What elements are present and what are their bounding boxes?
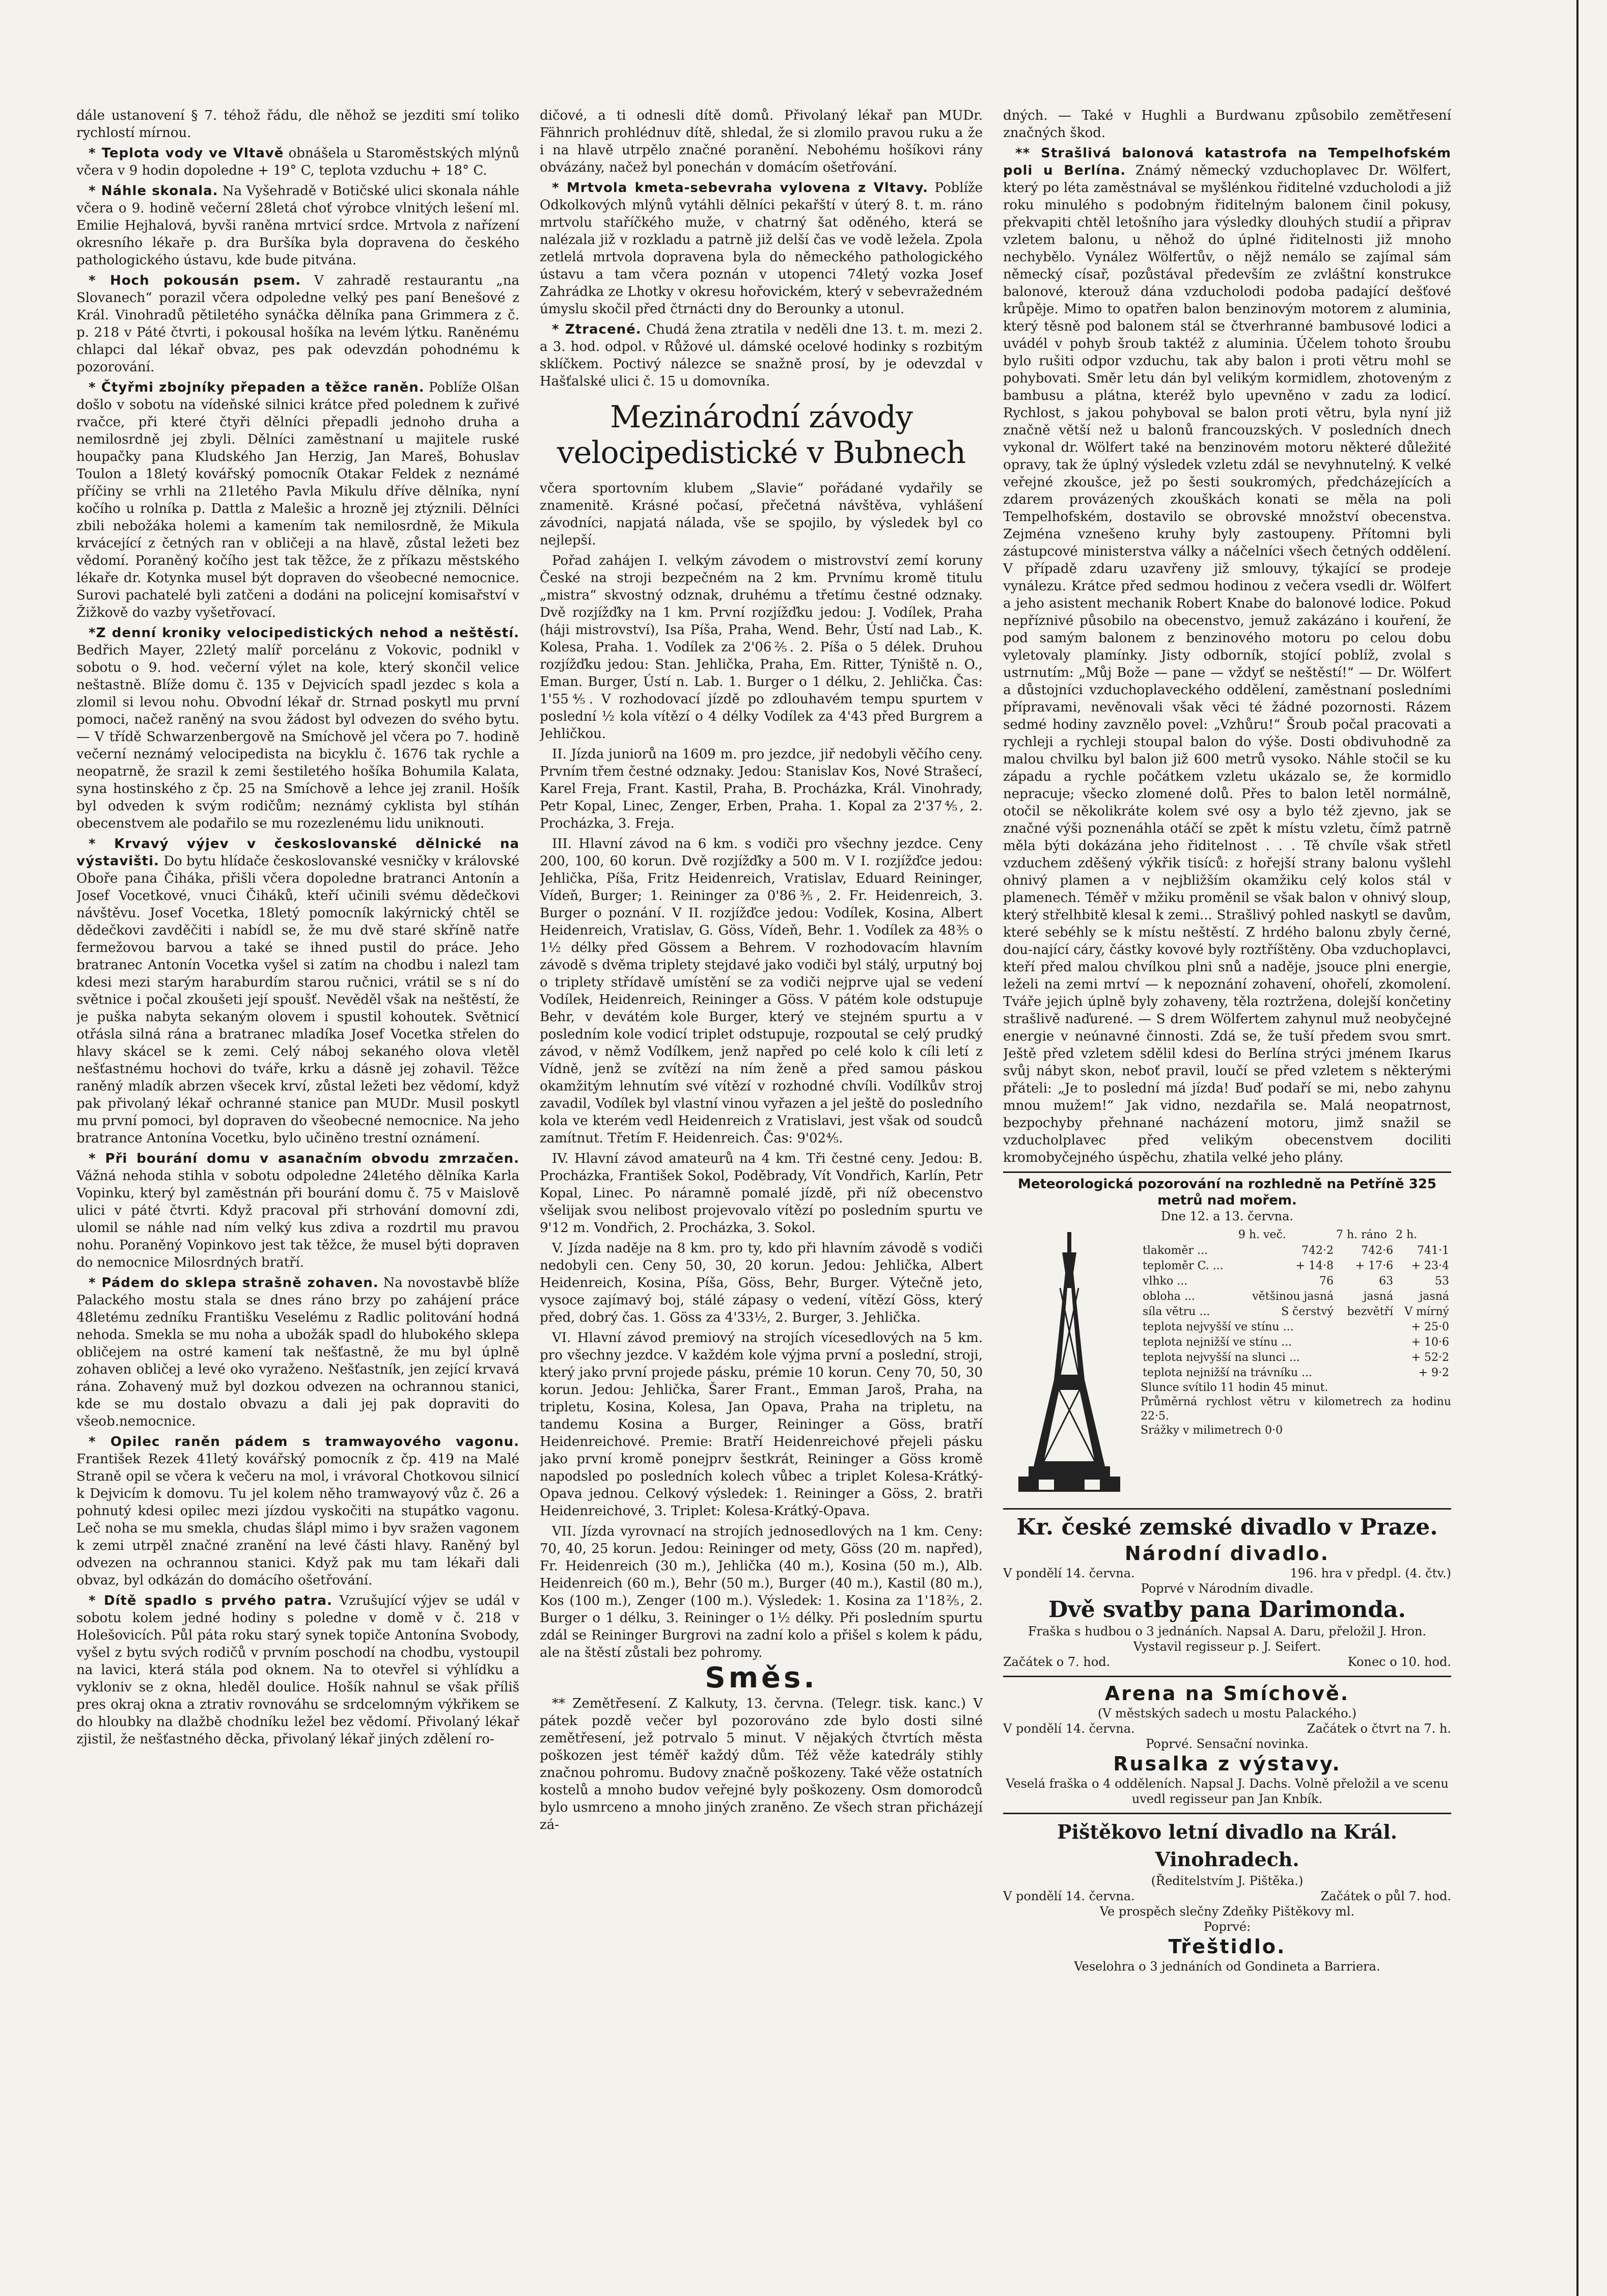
news-body: Na novostavbě blíže Palackého mostu stala se dnes ráno brzy po zahájení práce 48letému zedníku Františku Veselému z Radlic politování hodná nehoda. Smekla se mu noha a ubožák spadl do hlubokého sklepa obličejem na ostré kamení tak nešťastně, že mu byl úplně zohaven obličej a levé oko vyraženo. Nešťastník, jen zející krvavá rána. Zohavený muž byl dozkou odvezen na ochrannou stanici, kde se mu dostalo obvazu a dali jej pak dopraviti do všeob.nemocnice.: [76, 1275, 519, 1429]
news-item: [76, 182, 519, 269]
meteo-row: obloha ... většinou jasná jasná jasná: [1143, 1290, 1449, 1303]
news-headline: * Mrtvola kmeta-sebevraha vylovena z Vltavy.: [552, 180, 928, 196]
news-body: Vážná nehoda stihla v sobotu odpoledne 24letého dělníka Karla Vopinku, který byl zaměstnán při bourání domu č. 75 v Maislově ulici v páté čtvrti. Když pracoval při strhování domovní zdi, ulomil se náhle nad ním velký kus zdiva a rozdrtil mu pravou nohu. Poraněný Vopinkovo jest tak těžce, že musel býti dopraven do nemocnice Milosrdných bratří.: [76, 1168, 519, 1270]
meteo-row: síla větru ... S čerstvý bezvětří V mírný: [1143, 1305, 1449, 1318]
news-item: [540, 321, 983, 390]
meteo-col-header: 7 h. ráno: [1336, 1228, 1388, 1241]
theatre-title: Arena na Smíchově.: [1104, 1682, 1350, 1705]
petrin-tower-illustration: [1003, 1227, 1135, 1502]
news-headline: * Teplota vody ve Vltavě: [89, 146, 284, 161]
news-headline: * Při bourání domu v asanačním obvodu zmrzačen.: [89, 1151, 519, 1166]
newspaper-page: [76, 107, 1451, 2226]
meteo-rain: Srážky v milimetrech 0·0: [1141, 1424, 1283, 1437]
meteo-row: vlhko ... 76 63 53: [1143, 1275, 1449, 1288]
section-title-miscellany: Směs.: [705, 1661, 818, 1694]
news-headline: * Dítě spadlo s prvého patra.: [89, 1593, 333, 1608]
column-2: [540, 107, 983, 2226]
news-headline: ** Strašlivá balonová katastrofa na Tempelhofském poli u Berlína.: [1003, 146, 1451, 178]
news-headline: * Pádem do sklepa strašně zohaven.: [89, 1275, 379, 1291]
play-title: Třeštidlo.: [1168, 1935, 1286, 1958]
news-body: Na Vyšehradě v Botičské ulici skonala náhle včera o 9. hodině večerní 28letá choť výrobce vlnitých lešení ml. Emilie Hejhalová, byvši raněna mrtvicí srdce. Mrtvola z nařízení okresního lékaře p. dra Buršíka byla dopravena do českého pathologického ústavu, kde bude pitvána.: [76, 183, 519, 268]
race-report: VII. Jízda vyrovnací na strojích jednosedlových na 1 km. Ceny: 70, 40, 25 korun. Jedou: Reininger od mety, Göss (20 m. napřed), Fr. Heidenreich (30 m.), Jehlička (40 m.), Kosina (50 m.), Alb. Heidenreich (60 m.), Behr (50 m.), Burger (40 m.), Kastil (80 m.), Kos (100 m.), Zenger (100 m.). Výsledek: 1. Kosina za 1'18⅖, 2. Burger o 1 délku, 3. Reininger o 1½ délky. Při posledním spurtu zdál se Reininger Burgrovi na zadní kolo a přišel s kolem k pádu, ale na štěstí zůstali bez pohromy.: [540, 1524, 983, 1660]
news-item: [76, 624, 519, 832]
theatre-ad-vinohrady: Pištěkovo letní divadlo na Král. Vinohradech. (Ředitelstvím J. Pištěka.) V pondělí 14. června. Začátek o půl 7. hod. Ve prospěch slečny Zdeňky Pištěkovy ml. Poprvé: Třeštidlo. Veselohra o 3 jednáních od Gondineta a Barriera.: [1003, 1813, 1451, 1974]
article-continuation: dičové, a ti odnesli dítě domů. Přivolaný lékař pan MUDr. Fähnrich prohlédnuv dítě, shledal, že si zlomilo pravou ruku a že i na hlavě utrpělo značné poranění. Nebohému hošíkovi rány obvázány, načež byl ponechán v domácím ošetřování.: [540, 108, 983, 175]
meteo-sunshine: Slunce svítilo 11 hodin 45 minut.: [1141, 1381, 1328, 1394]
column-1: [76, 107, 519, 2226]
news-headline: * Krvavý výjev v českoslovanské dělnické na výstavišti.: [76, 836, 519, 869]
theatre-ad-smichov: Arena na Smíchově. (V městských sadech u mostu Palackého.) V pondělí 14. června. Začátek o čtvrt na 7. h. Poprvé. Sensační novinka. Rusalka z výstavy. Veselá fraška o 4 odděleních. Napsal J. Dachs. Volně přeložil a ve scenu uvedl regisseur pan Jan Knbík.: [1003, 1676, 1451, 1807]
news-headline: * Náhle skonala.: [89, 183, 218, 199]
news-body: obnášela u Staroměstských mlýnů včera v 9 hodin dopoledne + 19° C, teplota vzduchu + 18° C.: [76, 146, 519, 178]
meteorological-box: [1003, 1171, 1451, 1502]
theatre-title: Kr. české zemské divadlo v Praze.: [1016, 1514, 1438, 1540]
news-item: [76, 1592, 519, 1748]
news-body: V zahradě restaurantu „na Slovanech“ porazil včera odpoledne velký pes paní Benešové z Král. Vinohradů pětiletého synáčka dělníka pana Grimmera z č. p. 218 v Páté čtvrti, i pokousal hošíka na levém lýtku. Raněnému chlapci dal lékař obvaz, pes pak odevzdán pohodnému k pozorování.: [76, 273, 519, 375]
news-headline: *Z denní kroniky velocipedistických nehod a neštěstí.: [89, 625, 519, 641]
race-report: IV. Hlavní závod amateurů na 4 km. Tři čestné ceny. Jedou: B. Procházka, František Sokol, Poděbrady, Vít Vondřich, Karlín, Petr Kopal, Linec. Po náramně pomalé jízdě, při níž obecenstvo všelijak svou nelibost projevovalo vítězí po posledním spurtu ve 9'12 m. Vondřich, 2. Procházka, 3. Sokol.: [540, 1151, 983, 1236]
news-item: [76, 1433, 519, 1589]
news-body: Bedřich Mayer, 22letý malíř porcelánu z Vokovic, podnikl v sobotu o 9. hod. večerní výlet na kole, který skončil velice neštastně. Blíže domu č. 135 v Dejvicích spadl jezdec s kola a zlomil si levou nohu. Obvodní lékař dr. Strnad poskytl mu první pomoci, načež raněný na svou žádost byl odvezen do svého bytu. — V třídě Schwarzenbergově na Smíchově jel včera po 7. hodině večerní neznámý velocipedista na bicyklu č. 1676 tak rychle a neopatrně, že srazil k zemi šestiletého hošíka Bohumila Kalata, syna hostinského z čp. 25 na Smíchově a lehce jej zranil. Hošík byl odveden k svým rodičům; neznámý cyklista byl stíhán obecenstvem ale podařilo se mu rozezlenému lidu uniknouti.: [76, 643, 519, 831]
column-3: [1003, 107, 1451, 2226]
news-body: Vzrušující výjev se udál v sobotu kolem jedné hodiny s poledne v domě v č. 218 v Holešovicích. Půl páta roku starý synek topiče Antonína Svobody, vyšel z bytu svých rodičů v prvním poschodí na chodbu, vystoupil na lavici, která stála pod oknem. Na to otevřel si výhlídku a vykloniv se z okna, hleděl doulice. Hošík nahnul se však příliš pres okraj okna a ztrativ rovnováhu se srdcelomným výkřikem se do hloubky na dlažbě chodníku ležel bez vědomí. Přivolaný lékař zjistil, že nešťastného děcka, přivolaný lékař jiných zdělení ro-: [76, 1593, 519, 1747]
news-headline: * Hoch pokousán psem.: [89, 273, 301, 288]
news-item: [76, 835, 519, 1147]
meteo-col-header: 9 h. več.: [1238, 1228, 1286, 1241]
news-body: Do bytu hlídače českoslovanské vesničky v královské Oboře pana Čiháka, přišli včera dopoledne bratranci Antonín a Josef Vocetkové, vnuci Čiháků, kteří učinili svému dědečkovi návštěvu. Josef Vocetka, 18letý pomocník lakýrnický chtěl se dědečkovi zavděčiti i nabídl se, že mu dvě staré skříně natře fermežovou barvou a také se ihned pustil do práce. Jeho bratranec Antonín Vocetka vyšel si zatím na chodbu i nalezl tam kdesi mezi starým haraburdím starou ručnici, vrátil se s ní do světnice i počal zkoušeti její spoušť. Nevěděl však na neštěstí, že je puška nabyta sekaným olovem i spustil kohoutek. Světnicí otřásla silná rána a bratranec mladíka Josef Vocetka střelen do hlavy skácel se k zemi. Celý náboj sekaného olova vletěl nešťastnému hochovi do tváře, krku a dásně jej zohavil. Těžce raněný mladík abrzen všecek krví, zůstal ležeti bez vědomí, když pak přivolaný lékař ochranné stanice pan MUDr. Musil poskytl mu první pomoci, byl dopraven do všeobecné nemocnice. Na jeho bratrance Antonína Vocetku, bylo učiněno trestní oznámení.: [76, 854, 519, 1146]
section-title-cycling: Mezinárodní závody velocipedistické v Bubnech: [557, 399, 966, 471]
play-title: Dvě svatby pana Darimonda.: [1048, 1597, 1406, 1623]
race-report: Pořad zahájen I. velkým závodem o mistrovství zemí koruny České na stroji bezpečném na 2 km. Prvnímu kromě titulu „mistra“ skvostný odznak, druhému a třetímu čestné odznaky. Dvě rozjížďky na 1 km. První rozjížďku jedou: J. Vodílek, Praha (háji mistrovství), Isa Píša, Praha, Wend. Behr, Ústí nad Lab., K. Kolesa, Praha. 1. Vodílek za 2'06⅖. 2. Píša o 5 délek. Druhou rozjížďku jedou: Stan. Jehlička, Praha, Em. Ritter, Týniště n. O., Eman. Burger, Ústí n. Lab. 1. Burger o 1 délku, 2. Jehlička. Čas: 1'55⅘. V rozhodovací jízdě po zdlouhavém tempu spurtem v poslední ½ kola vítězí o 4 délky Vodílek za 4'43 před Burgrem a Jehličkou.: [540, 553, 983, 742]
news-headline: * Opilec raněn pádem s tramwayového vagonu.: [89, 1434, 519, 1450]
article-continuation: dných. — Také v Hughli a Burdwanu způsobilo zemětřesení značných škod.: [1003, 108, 1451, 141]
news-body: Poblíže Olšan došlo v sobotu na vídeňské silnici krátce před polednem k zuřivé rvačce, při které čtyři dělníci přepadli jednoho druha a nemilosrdně jej zbyli. Dělníci zaměstnaní u majitele ruské houpačky pana Kludského Jan Herzig, Jan Mareš, Bohuslav Toulon a 18letý kovářský pomocník Otakar Feldek z neznámé příčiny se vrhli na 21letého Pavla Mikulu dříve dělníka, nyní kočího u rolníka p. Dattla z Malešic a hrozně jej ztýznili. Dělníci zbili nebožáka holemi a kamením tak nemilosrdně, že Mikula krvácející z četných ran v obličeji a na hlavě, zůstal ležeti bez vědomí. Poraněný kočího jest tak těžce, že z příkazu městského lékaře dr. Kotynka musel být dopraven do všeobecné nemocnice. Surovi pachatelé byli zatčeni a dodáni na policejní komisařství v Žižkově do vazby vyšetřovací.: [76, 380, 519, 620]
news-body: František Rezek 41letý kovářský pomocník z čp. 419 na Malé Straně opil se včera k večeru na mol, i vrávoral Chotkovou silnicí k Dejvicím k domovu. Tu jel kolem něho tramwayový vůz č. 26 a pohnutý kdesi opilec mezi jízdou vyskočiti na stupátko vagonu. Leč noha se mu smekla, chudas šlápl mimo i byv sražen vagonem k zemi utrpěl značné zranění na levé části hlavy. Raněný byl odvezen na ochrannou stanici. Když pak mu tam lékaři dali obvaz, byl odkázán do domácího ošetřování.: [76, 1452, 519, 1588]
meteo-col-header: 2 h.: [1396, 1228, 1418, 1241]
cycling-intro: včera sportovním klubem „Slavie“ pořádané vydařily se znamenitě. Krásné počasí, přečetná návštěva, vyhlášení závodníci, napjatá nálada, vše se spojilo, by výsledek byl co nejlepší.: [540, 481, 983, 548]
news-item: [76, 1150, 519, 1271]
news-item: [76, 1274, 519, 1430]
race-report: III. Hlavní závod na 6 km. s vodiči pro všechny jezdce. Ceny 200, 100, 60 korun. Dvě rozjížďky a 500 m. V I. rozjížďce jedou: Jehlička, Píša, Fritz Heidenreich, Vratislav, Eduard Reininger, Vídeň, Burger; 1. Reininger za 0'86⅗, 2. Fr. Heidenreich, 3. Burger o poznání. V II. rozjížďce jedou: Vodílek, Kosina, Albert Heidenreich, Vratislav, G. Göss, Vídeň, Behr. 1. Vodílek za 48⅗ o 1½ délky před Gössem a Behrem. V rozhodovacím hlavním závodě s dvěma triplety stejdavé jako vodiči byl stálý, urputný boj o triplety střídavě umístění se za vodiči nejprve ujal se vedení Vodílek, Heidenreich, Reininger a Göss. V pátém kole odstupuje Behr, v devátém kole Burger, který ve stejném spurtu a v posledním kole vodicí triplet odstupuje, rozpoutal se celý prudký závod, v němž Vodílkem, jenž napřed po celé kolo k cíli letí z Vídně, jenž se zvítězí na ním ženě a před samou páskou okamžitým lehnutím své vítězí v rozhodné chvíli. Vodílkův stroj zavadil, Vodílek byl vlastní vinou vyřazen a jel ještě do posledního kola ve kterém vedl Heidenreich z Vratislavi, jest však od soudců zamítnut. Třetím F. Heidenreich. Čas: 9'02⅘.: [540, 836, 983, 1146]
meteo-table: [1141, 1227, 1451, 1320]
article-continuation: dále ustanovení § 7. téhož řádu, dle něhož se jezditi smí toliko rychlostí mírnou.: [76, 108, 519, 141]
news-item: [76, 272, 519, 376]
news-body: Poblíže Odkolkových mlýnů vytáhli dělníci pekařští v úterý 8. t. m. ráno mrtvolu staříčkého muže, v chatrný šat oděného, která se nalézala již v rozkladu a patrně již delší čas ve vodě ležela. Zpola zetlelá mrtvola dopravena byla do německého pathologického ústavu a tam včera poznán v utopenci 74letý vozka Josef Zahrádka ze Lhotky v okresu hořovickém, který v sebevražedném úmyslu skočil před čtrnácti dny do Berounky a utonul.: [540, 180, 983, 317]
news-item: [1003, 145, 1451, 1166]
theatre-subtitle: Národní divadlo.: [1124, 1542, 1330, 1565]
play-title: Rusalka z výstavy.: [1113, 1753, 1341, 1775]
news-headline: * Ztracené.: [552, 322, 642, 337]
meteo-extremes: teplota nejvyšší ve stínu ... + 25·0 teplota nejnižší ve stínu ... + 10·6 teplota nejvyšší na slunci ... + 52·2 teplota nejnižší na trávníku ... + 9·2: [1143, 1321, 1449, 1379]
meteo-row: teploměr C. ... + 14·8 + 17·6 + 23·4: [1143, 1260, 1449, 1272]
theatre-title: Pištěkovo letní divadlo na Král. Vinohradech.: [1057, 1820, 1398, 1871]
race-report: VI. Hlavní závod premiový na strojích vícesedlových na 5 km. pro všechny jezdce. V každém kole výjma první a poslední, stroji, který jako první projede pásku, prémie 10 korun. Ceny 70, 50, 30 korun. Jedou: Jehlička, Šarer Frant., Emman Jaroš, Praha, na tripletu, Kosina, Kolesa, Jan Opava, Praha na tripletu, na tandemu Kosina a Burger, Reininger a Göss, bratří Heidenreichové. Premie: Bratří Heidenreichové přejeli pásku jako první kromě ponejprv šestkrát, Reininger a Göss kromě napodsled po posledních kolech vůbec a triplet Kolesa-Krátký-Opava jednou. Celkový výsledek: 1. Reininger a Göss, 2. bratři Heidenreichové, 3. Triplet: Kolesa-Krátký-Opava.: [540, 1330, 983, 1519]
right-border-rule: [1576, 0, 1578, 2296]
news-item: [76, 145, 519, 179]
meteo-row: tlakoměr ... 742·2 742·6 741·1: [1143, 1244, 1449, 1257]
news-headline: * Čtyřmi zbojníky přepaden a těžce raněn.: [89, 380, 425, 395]
news-body: Chudá žena ztratila v neděli dne 13. t. m. mezi 2. a 3. hod. odpol. v Růžové ul. dámské ocelové hodinky s rozbitým sklíčkem. Poctivý nálezce se snažně prosí, by je odevzdal v Hašťalské ulici č. 15 u domovníka.: [540, 322, 983, 389]
news-item: [76, 379, 519, 621]
news-item: [540, 179, 983, 318]
petrin-tower-icon: [1003, 1227, 1135, 1502]
meteo-date: Dne 12. a 13. června.: [1160, 1209, 1294, 1223]
meteo-wind: Průměrná rychlost větru v kilometrech za hodinu 22·5.: [1141, 1396, 1451, 1423]
news-item: ** Zemětřesení. Z Kalkuty, 13. června. (Telegr. tisk. kanc.) V pátek pozdě večer byl pozorováno zde bylo dosti silné zemětřesení, jež potrvalo 5 minut. V nějakých čtvrtích města poškozen jest téměř každý dům. Též věže katedrály stihly značnou pohromu. Budovy značně poškozeny. Také věže ostatních kostelů a mnoho budov veřejné byly poškozeny. Osm domorodců bylo usmrceno a mnoho jiných zraněno. Ze všech stran přicházejí zá-: [540, 1696, 983, 1833]
theatre-ad-national: Kr. české zemské divadlo v Praze. Národní divadlo. V pondělí 14. června. 196. hra v předpl. (4. čtv.) Poprvé v Národním divadle. Dvě svatby pana Darimonda. Fraška s hudbou o 3 jednáních. Napsal A. Daru, přeložil J. Hron. Vystavil regisseur p. J. Seifert. Začátek o 7. hod. Konec o 10. hod.: [1003, 1508, 1451, 1670]
race-report: V. Jízda naděje na 8 km. pro ty, kdo při hlavním závodě s vodiči nedobyli cen. Ceny 50, 30, 20 korun. Jedou: Jehlička, Albert Heidenreich, Kosina, Píša, Göss, Behr, Burger. Výtečně jeto, vysoce zajímavý boj, stálé zápasy o vedení, vítězí Göss, který před, dobrý čas. 1. Göss za 4'33½, 2. Burger, 3. Jehlička.: [540, 1241, 983, 1325]
news-body: Známý německý vzduchoplavec Dr. Wölfert, který po léta zaměstnával se myšlénkou řiditelné vzducholodi a již roku minulého s podobným řiditelným balonem činil pokusy, překvapiti chtěl letošního jara výsledky dlouhých studií a připrav vzletem balonu, u něhož do úplné řiditelnosti již mnoho nechybělo. Vynález Wölfertův, o nějž nemálo se zajímal sám německý císař, pozůstával především ze zvláštní konstrukce balonové, kterouž dána vzducholodi podoba padající dešťové krůpěje. Mimo to opatřen balon benzinovým motorem z aluminia, který těsně pod balonem stál se čtverhranné bambusové lodici a uvádél v pohyb šroub taktéž z aluminia. Účelem tohoto šroubu bylo rušiti odpor vzduchu, tak aby balon i proti větru mohl se pohybovati. Směr letu dán byl velikým kormidlem, zhotoveným z bambusu a plátna, kteréž bylo upevněno v zadu za lodicí. Rychlost, s jakou pohyboval se balon proti větru, byla nyní již značně větší než u balonů francouzských. V posledních dnech vykonal dr. Wölfert také na benzinovém motoru některé důležité opravy, tak že úplný výsledek vzletu zdál se nevyhnutelný. K velké veřejné zkoušce, jež po šesti soukromých, předcházejících a zdarem provázených zkouškách konati se měla na poli Tempelhofském, dostavilo se obrovské množství obecenstva. Zejména vznešeno kruhy byly zastoupeny. Přítomni byli zástupcové ministerstva války a náčelníci všech četných oddělení. V případě zdaru uzavřeny již smlouvy, týkající se prodeje vynálezu. Krátce před sedmou hodinou z večera vsedli dr. Wölfert a jeho asistent mechanik Robert Knabe do balonové lodice. Pokud nepříznivé působilo na obecenstvo, jemuž zakázáno i kouření, že pod samým balonem z benzinového motoru po celou dobu vyletovaly plamínky. Jisty odborník, stojící poblíž, zvolal s ustrnutím: „Můj Bože — pane — vždyť se neštěstí!“ — Dr. Wölfert a důstojníci vzduchoplaveckého oddělení, zaměstnaní posledními přípravami, nevěnovali však věci té žádné pozornosti. Rázem sedmé hodiny zavznělo povel: „Vzhůru!“ Šroub počal pracovati a rychleji a rychleji stoupal balon do výše. Dosti obdivuhodně za malou chvilku byl balon již 600 metrů vysoko. Náhle stočil se ku západu a rychle počátkem vzletu ukázalo se, že kormidlo nepracuje; všecko zlomené dolů. Přes to balon letěl normálně, otočil se několikráte kolem své osy a bylo též zjevno, jak se značné výši poznenáhla otáčí se zpět k místu vzletu, čímž patrně měla býti dokázána jeho řiditelnost . . . Tě chvíle však střetl vzduchem zděšený výkřik tisíců: z hořejší strany balonu vyšlehl ohnivý plamen a v nejbližším okamžiku celý kolos stál v plamenech. Téměř v mžiku proměnil se však balon v ohnivý sloup, který střelhbitě klesal k zemi... Strašlivý pohled naskytl se davům, které sebéhly se k místu neštěstí. Z hrdého balonu zbyly černé, dou-nající cáry, částky kovové byly roztříštěny. Oba vzduchoplavci, kteří před malou chvílkou plni snů a naděje, jsouce plni energie, leželi na zemi mrtví — k nepoznání zohavení, ohořelí, zkomolení. Tváře jejich úplně byly zohaveny, těla roztržena, dolejší končetiny strašlivě naďurené. — S drem Wölfertem zahynul muž neobyčejné energie v neúnavné činnosti. Zdá se, že tuší předem svou smrt. Ještě před vzletem sdělil kdesi do Berlína strýci jménem Ikarus svůj nábyt skon, neboť pravil, loučí se před vzletem s některými přáteli: „Je to poslední má jízda! Buď podaří se mi, nebo zahynu mnou mužem!“ Jak vidno, nezdařila se. Malá neopatrnost, bezpochyby přehnané nacházení motoru, jimž snažil se vzducholplavec před velikým obecenstvem dociliti kromobyčejného úspěchu, zhatila velké jeho plány.: [1003, 163, 1451, 1165]
race-report: II. Jízda juniorů na 1609 m. pro jezdce, jiř nedobyli věčího ceny. Prvním třem čestné odznaky. Jedou: Stanislav Kos, Nové Strašecí, Karel Freja, Frant. Kastil, Praha, B. Procházka, Král. Vinohrady, Petr Kopal, Linec, Zenger, Erben, Praha. 1. Kopal za 2'37⅘, 2. Procházka, 3. Freja.: [540, 747, 983, 831]
meteo-title: Meteorologická pozorování na rozhledně na Petříně 325 metrů nad mořem.: [1017, 1177, 1437, 1208]
